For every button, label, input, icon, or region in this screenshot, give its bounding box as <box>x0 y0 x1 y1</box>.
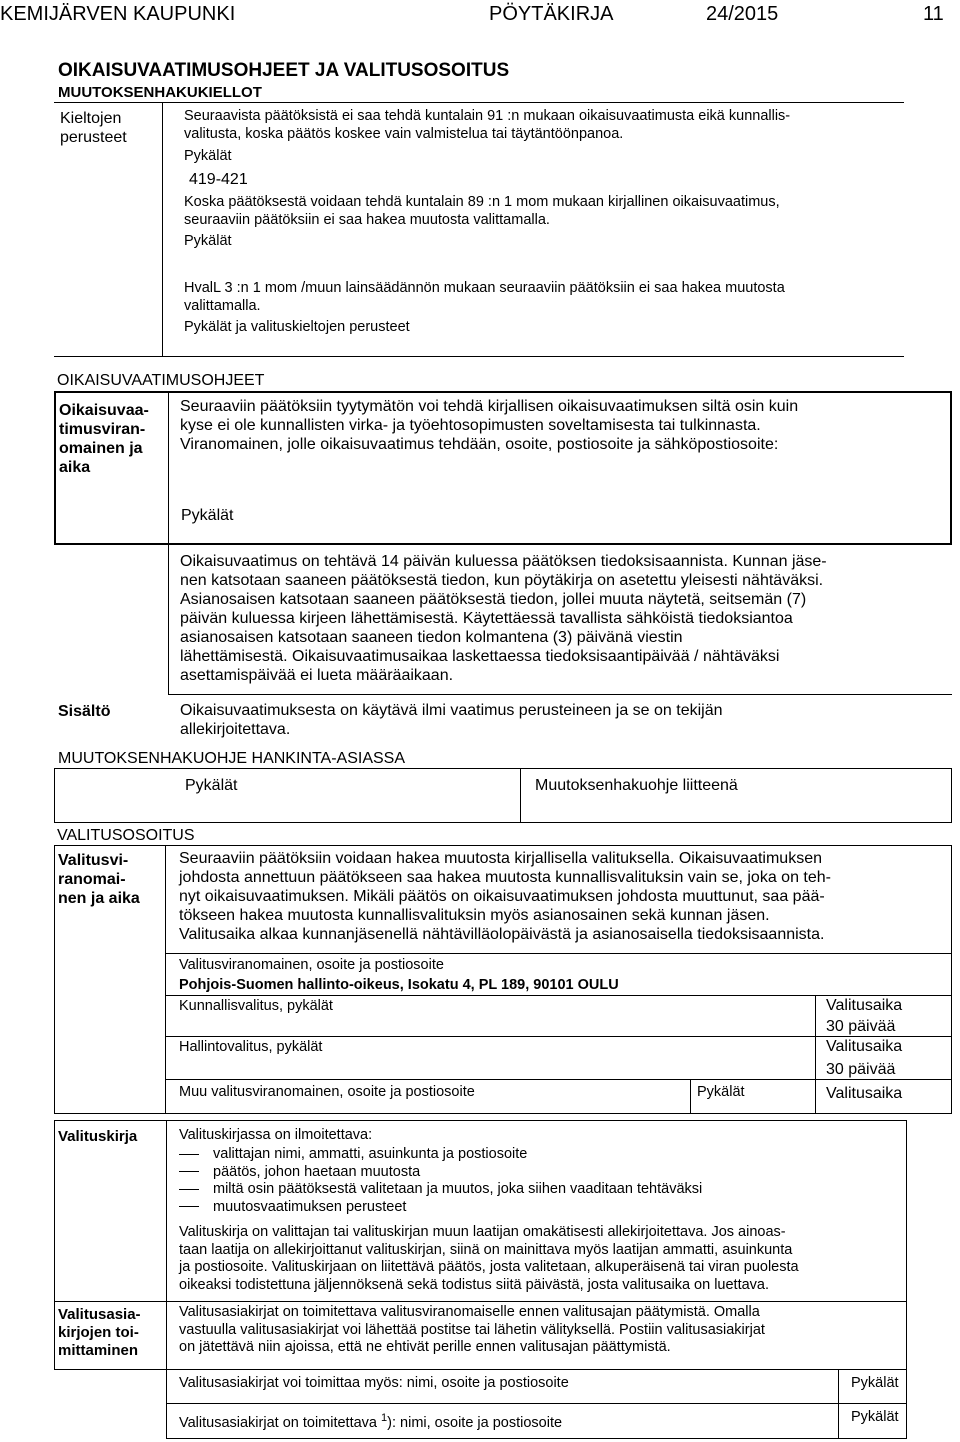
box-left-border <box>54 1302 55 1370</box>
hallintovalitus-label: Hallintovalitus, pykälät <box>179 1039 323 1055</box>
divider <box>54 845 952 846</box>
oikaisu-paragraph-1: Seuraaviin päätöksiin tyytymätön voi tehdä kirjallisen oikaisuvaatimuksen siltä osin kuin kyse ei ole kunnallisten virka- ja työehtosopimusten soveltamisesta tai tulkinnasta. Viranomainen, jolle oikaisuvaatimus tehdään, osoite, postiosoite ja sähköpostiosoite: <box>180 398 799 453</box>
header-page-number: 11 <box>923 3 944 25</box>
column-divider <box>162 103 163 356</box>
valituskirja-label: Valituskirja <box>58 1128 138 1145</box>
valitus-label: Valitusvi- ranomai- nen ja aika <box>58 852 140 907</box>
column-divider <box>520 768 521 823</box>
divider <box>54 543 952 545</box>
oikaisu-pykalat: Pykälät <box>181 507 234 524</box>
box-right-border <box>950 392 952 545</box>
toimittaminen-voi: Valitusasiakirjat voi toimittaa myös: nimi, osoite ja postiosoite <box>179 1375 569 1391</box>
column-divider <box>168 545 169 695</box>
list-item: muutosvaatimuksen perusteet <box>179 1199 702 1217</box>
header-city: KEMIJÄRVEN KAUPUNKI <box>0 3 236 25</box>
muu-valitusviranomainen-label: Muu valitusviranomainen, osoite ja postiosoite <box>179 1084 475 1100</box>
box-left-border <box>54 846 55 1114</box>
toimittaminen-on-pykalat: Pykälät <box>851 1409 899 1425</box>
valituskirja-paragraph: Valituskirja on valittajan tai valituskirjan muun laatijan omakätisesti allekirjoitettava. Jos ainoas- taan laatija on allekirjoittanut valituskirjan, siinä on mainittava myös laatijan ammatti, asuinkunta ja postiosoite. Valituskirjaan on liitettävä päätös, josta valitetaan, alkuperäisenä tai viran puolesta oikeaksi todistettuna jäljennöksenä sekä todistus siitä päivästä, josta valitusaika on luettava. <box>179 1224 799 1293</box>
valitusviranomainen-label: Valitusviranomainen, osoite ja postiosoite <box>179 957 444 973</box>
section-heading-valitus: VALITUSOSOITUS <box>57 827 195 844</box>
kiellot-paragraph-3: HvalL 3 :n 1 mom /muun lainsäädännön mukaan seuraaviin päätöksiin ei saa hakea muutosta valittamalla. <box>184 280 785 314</box>
header-doc-number: 24/2015 <box>706 3 779 25</box>
sisalto-text: Oikaisuvaatimuksesta on käytävä ilmi vaatimus perusteineen ja se on tekijän allekirjoitettava. <box>180 702 723 738</box>
divider <box>54 1120 907 1121</box>
column-divider <box>165 846 166 1114</box>
column-divider <box>838 1369 839 1439</box>
kiellot-pykalat-2: Pykälät <box>184 233 232 249</box>
section-heading-oikaisu: OIKAISUVAATIMUSOHJEET <box>57 372 265 389</box>
muu-pykalat: Pykälät <box>697 1084 745 1100</box>
oikaisu-label: Oikaisuvaa- timusviran- omainen ja aika <box>59 402 149 476</box>
kiellot-range: 419-421 <box>189 171 248 188</box>
divider <box>54 102 904 103</box>
list-item: miltä osin päätöksestä valitetaan ja muutos, joka siihen vaaditaan tehtäväksi <box>179 1181 702 1199</box>
column-divider <box>815 995 816 1114</box>
divider <box>54 1369 907 1370</box>
hallinto-valitusaika-label: Valitusaika <box>826 1038 903 1055</box>
column-divider <box>168 392 169 545</box>
divider <box>168 694 952 695</box>
section-heading-hankinta: MUUTOKSENHAKUOHJE HANKINTA-ASIASSA <box>58 750 406 767</box>
divider <box>166 1079 951 1080</box>
box-right-border <box>951 846 952 1114</box>
box-left-border <box>54 768 55 823</box>
kiellot-pykalat-1: Pykälät <box>184 148 232 164</box>
hallinto-valitusaika-value: 30 päivää <box>826 1061 896 1078</box>
box-right-border <box>951 768 952 823</box>
kiellot-pykalat-3: Pykälät ja valituskieltojen perusteet <box>184 319 410 335</box>
divider <box>54 1301 907 1302</box>
header-doc-type: PÖYTÄKIRJA <box>489 3 614 25</box>
toimittaminen-on: Valitusasiakirjat on toimitettava $^1$): nimi, osoite ja postiosoite <box>179 1412 563 1431</box>
valituskirja-list <box>179 1146 702 1216</box>
divider <box>54 1113 952 1114</box>
column-divider <box>166 1121 167 1439</box>
box-right-border <box>906 1121 907 1439</box>
box-left-border <box>54 1121 55 1302</box>
valitusviranomainen-address: Pohjois-Suomen hallinto-oikeus, Isokatu 4, PL 189, 90101 OULU <box>179 977 619 993</box>
divider <box>166 1403 907 1404</box>
kiellot-paragraph-1: Seuraavista päätöksistä ei saa tehdä kuntalain 91 :n mukaan oikaisuvaatimusta eikä kunnallis- valitusta, koska päätös koskee vain valmistelua tai täytäntöönpanoa. <box>184 108 791 142</box>
divider <box>54 391 952 393</box>
sisalto-label: Sisältö <box>58 703 111 720</box>
divider <box>54 768 952 769</box>
column-divider <box>690 1079 691 1114</box>
divider <box>166 953 951 954</box>
toimittaminen-paragraph: Valitusasiakirjat on toimitettava valitusviranomaiselle ennen valitusajan päätymistä. Omalla vastuulla valitusasiakirjat voi lähettää postitse tai lähetin välityksellä. Postiin valitusasiakirjat on jätettävä niin ajoissa, että ne ehtivät perille ennen valitusajan päättymistä. <box>179 1304 765 1355</box>
list-item: päätös, johon haetaan muutosta <box>179 1164 702 1182</box>
valitus-paragraph: Seuraaviin päätöksiin voidaan hakea muutosta kirjallisella valituksella. Oikaisuvaatimuksen johdosta annettuun päätökseen saa hakea muutosta kunnallisvalituksin vain se, joka on teh- nyt oikaisuvaatimuksen. Mikäli päätös on oikaisuvaatimuksen johdosta muuttunut, saa pää- tökseen hakea muutosta kunnallisvalituksin myös asianosainen sekä kunnan jäsen. Valitusaika alkaa kunnanjäsenellä nähtävilläolopäivästä ja asianosaisella tiedoksisaannista. <box>179 850 831 943</box>
muu-valitusaika: Valitusaika <box>826 1085 903 1102</box>
divider <box>54 822 952 823</box>
section-heading-kiellot: MUUTOKSENHAKUKIELLOT <box>58 84 262 101</box>
toimittaminen-voi-pykalat: Pykälät <box>851 1375 899 1391</box>
toimittaminen-label: Valitusasia- kirjojen toi- mittaminen <box>58 1306 141 1359</box>
kunnallisvalitus-label: Kunnallisvalitus, pykälät <box>179 998 333 1014</box>
kunnallis-valitusaika-label: Valitusaika <box>826 997 903 1014</box>
valituskirja-intro: Valituskirjassa on ilmoitettava: <box>179 1127 373 1143</box>
oikaisu-paragraph-2: Oikaisuvaatimus on tehtävä 14 päivän kuluessa päätöksen tiedoksisaannista. Kunnan jäse- nen katsotaan saaneen päätöksestä tiedon, kun pöytäkirja on asetettu yleisesti nähtäväksi. Asianosaisen katsotaan saaneen päätöksestä tiedon, jollei muuta näytetä, seitsemän (7) päivän kuluessa kirjeen lähettämisestä. Käytettäessä tavallista sähköistä tiedoksiantoa asianosaisen katsotaan saaneen tiedon kolmantena (3) päivänä viestin lähettämisestä. Oikaisuvaatimusaikaa laskettaessa tiedoksisaantipäivää / nähtäväksi asettamispäivää ei lueta määräaikaan. <box>180 553 827 684</box>
kunnallis-valitusaika-value: 30 päivää <box>826 1018 896 1035</box>
kiellot-label: Kieltojen perusteet <box>60 110 127 146</box>
divider <box>166 1438 907 1439</box>
page-title: OIKAISUVAATIMUSOHJEET JA VALITUSOSOITUS <box>58 60 510 81</box>
hankinta-ohje: Muutoksenhakuohje liitteenä <box>535 777 738 794</box>
list-item: valittajan nimi, ammatti, asuinkunta ja postiosoite <box>179 1146 702 1164</box>
hankinta-pykalat: Pykälät <box>185 777 238 794</box>
box-left-border <box>54 392 56 545</box>
kiellot-paragraph-2: Koska päätöksestä voidaan tehdä kuntalain 89 :n 1 mom mukaan kirjallinen oikaisuvaatimus, seuraaviin päätöksiin ei saa hakea muutosta valittamalla. <box>184 194 780 228</box>
divider <box>54 356 904 357</box>
